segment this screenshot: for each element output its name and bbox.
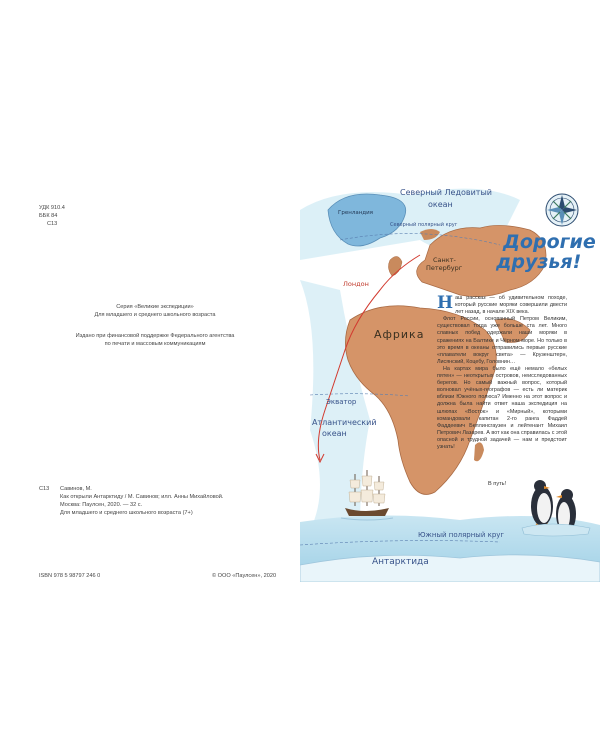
- antarctica: [300, 555, 600, 582]
- paragraph-1-text: аш рассказ — об удивительном походе, который русские моряки совершили двести лет назад, в начале XIX века.: [455, 295, 567, 316]
- intro-text: [437, 295, 567, 451]
- paragraph-1: [437, 295, 567, 316]
- greenland-label: Гренландия: [338, 210, 373, 216]
- catalog-line-2: Москва: Паулсен, 2020. — 32 с.: [60, 502, 143, 508]
- equator-label: Экватор: [326, 398, 357, 406]
- signoff: В путь!: [488, 481, 507, 487]
- catalog-line-3: Для младшего и среднего школьного возраста (7+): [60, 510, 193, 516]
- compass-rose-icon: [546, 194, 578, 226]
- st-petersburg-label-1: Санкт-: [433, 256, 456, 264]
- drop-cap: Н: [437, 293, 454, 313]
- catalog-author: Савинов, М.: [60, 486, 92, 492]
- copyright: © ООО «Паулсен», 2020: [212, 573, 277, 579]
- arctic-circle-label: Северный полярный круг: [390, 222, 458, 228]
- greeting-title-line-1: Дорогие: [503, 231, 596, 253]
- atlantic-ocean-label-2: океан: [322, 429, 347, 438]
- series-line-1: Серия «Великие экспедиции»: [116, 304, 194, 310]
- author-mark: С13: [47, 221, 58, 227]
- arctic-ocean-label-1: Северный Ледовитый: [400, 188, 492, 197]
- antarctica-label: Антарктида: [372, 557, 429, 567]
- antarctic-circle-label: Южный полярный круг: [418, 531, 505, 539]
- catalog-line-1: Как открыли Антарктиду / М. Савинов; илл. Анны Михайловой.: [60, 494, 224, 500]
- atlantic-ocean-label-1: Атлантический: [312, 418, 377, 427]
- isbn: ISBN 978 5 98797 246 0: [39, 573, 101, 579]
- penguin-left-icon: [531, 480, 553, 527]
- greeting-title-line-2: друзья!: [496, 251, 582, 273]
- bbk-code: ББК 84: [39, 213, 58, 219]
- paragraph-2: Флот России, основанный Петром Великим, существовал тогда уже больше ста лет. Много славных побед одержали наши моряки в сражениях на Балтике и Чёрном море. Но только в это время в океаны отправились первые русские «плаватели вокруг света» — Крузенштерн, Лисянский, Коцебу, Головнин…: [437, 316, 567, 365]
- london-label: Лондон: [343, 280, 369, 288]
- udc-code: УДК 910.4: [39, 205, 65, 211]
- series-line-2: Для младшего и среднего школьного возраста: [94, 312, 216, 318]
- arctic-ocean-label-2: океан: [428, 200, 453, 209]
- st-petersburg-label-2: Петербург: [426, 264, 463, 272]
- africa-label: Африка: [374, 328, 425, 341]
- support-line-1: Издано при финансовой поддержке Федерального агентства: [75, 333, 235, 339]
- catalog-code: С13: [39, 486, 50, 492]
- paragraph-3: На картах мира было ещё немало «белых пятен» — неоткрытых островов, неисследованных берегов. Но самый важный вопрос, который волновал учёных-географов — есть ли материк вблизи Южного полюса? Именно на этот вопрос и должна была найти ответ наша экспедиция на шлюпах «Восток» и «Мирный», которыми командовали капитан 2-го ранга Фаддей Фаддеевич Беллинсгаузен и лейтенант Михаил Петрович Лазарев. А вот как она справилась с этой опасной и трудной задачей — нам и предстоит узнать!: [437, 365, 567, 450]
- support-line-2: по печати и массовым коммуникациям: [104, 341, 206, 347]
